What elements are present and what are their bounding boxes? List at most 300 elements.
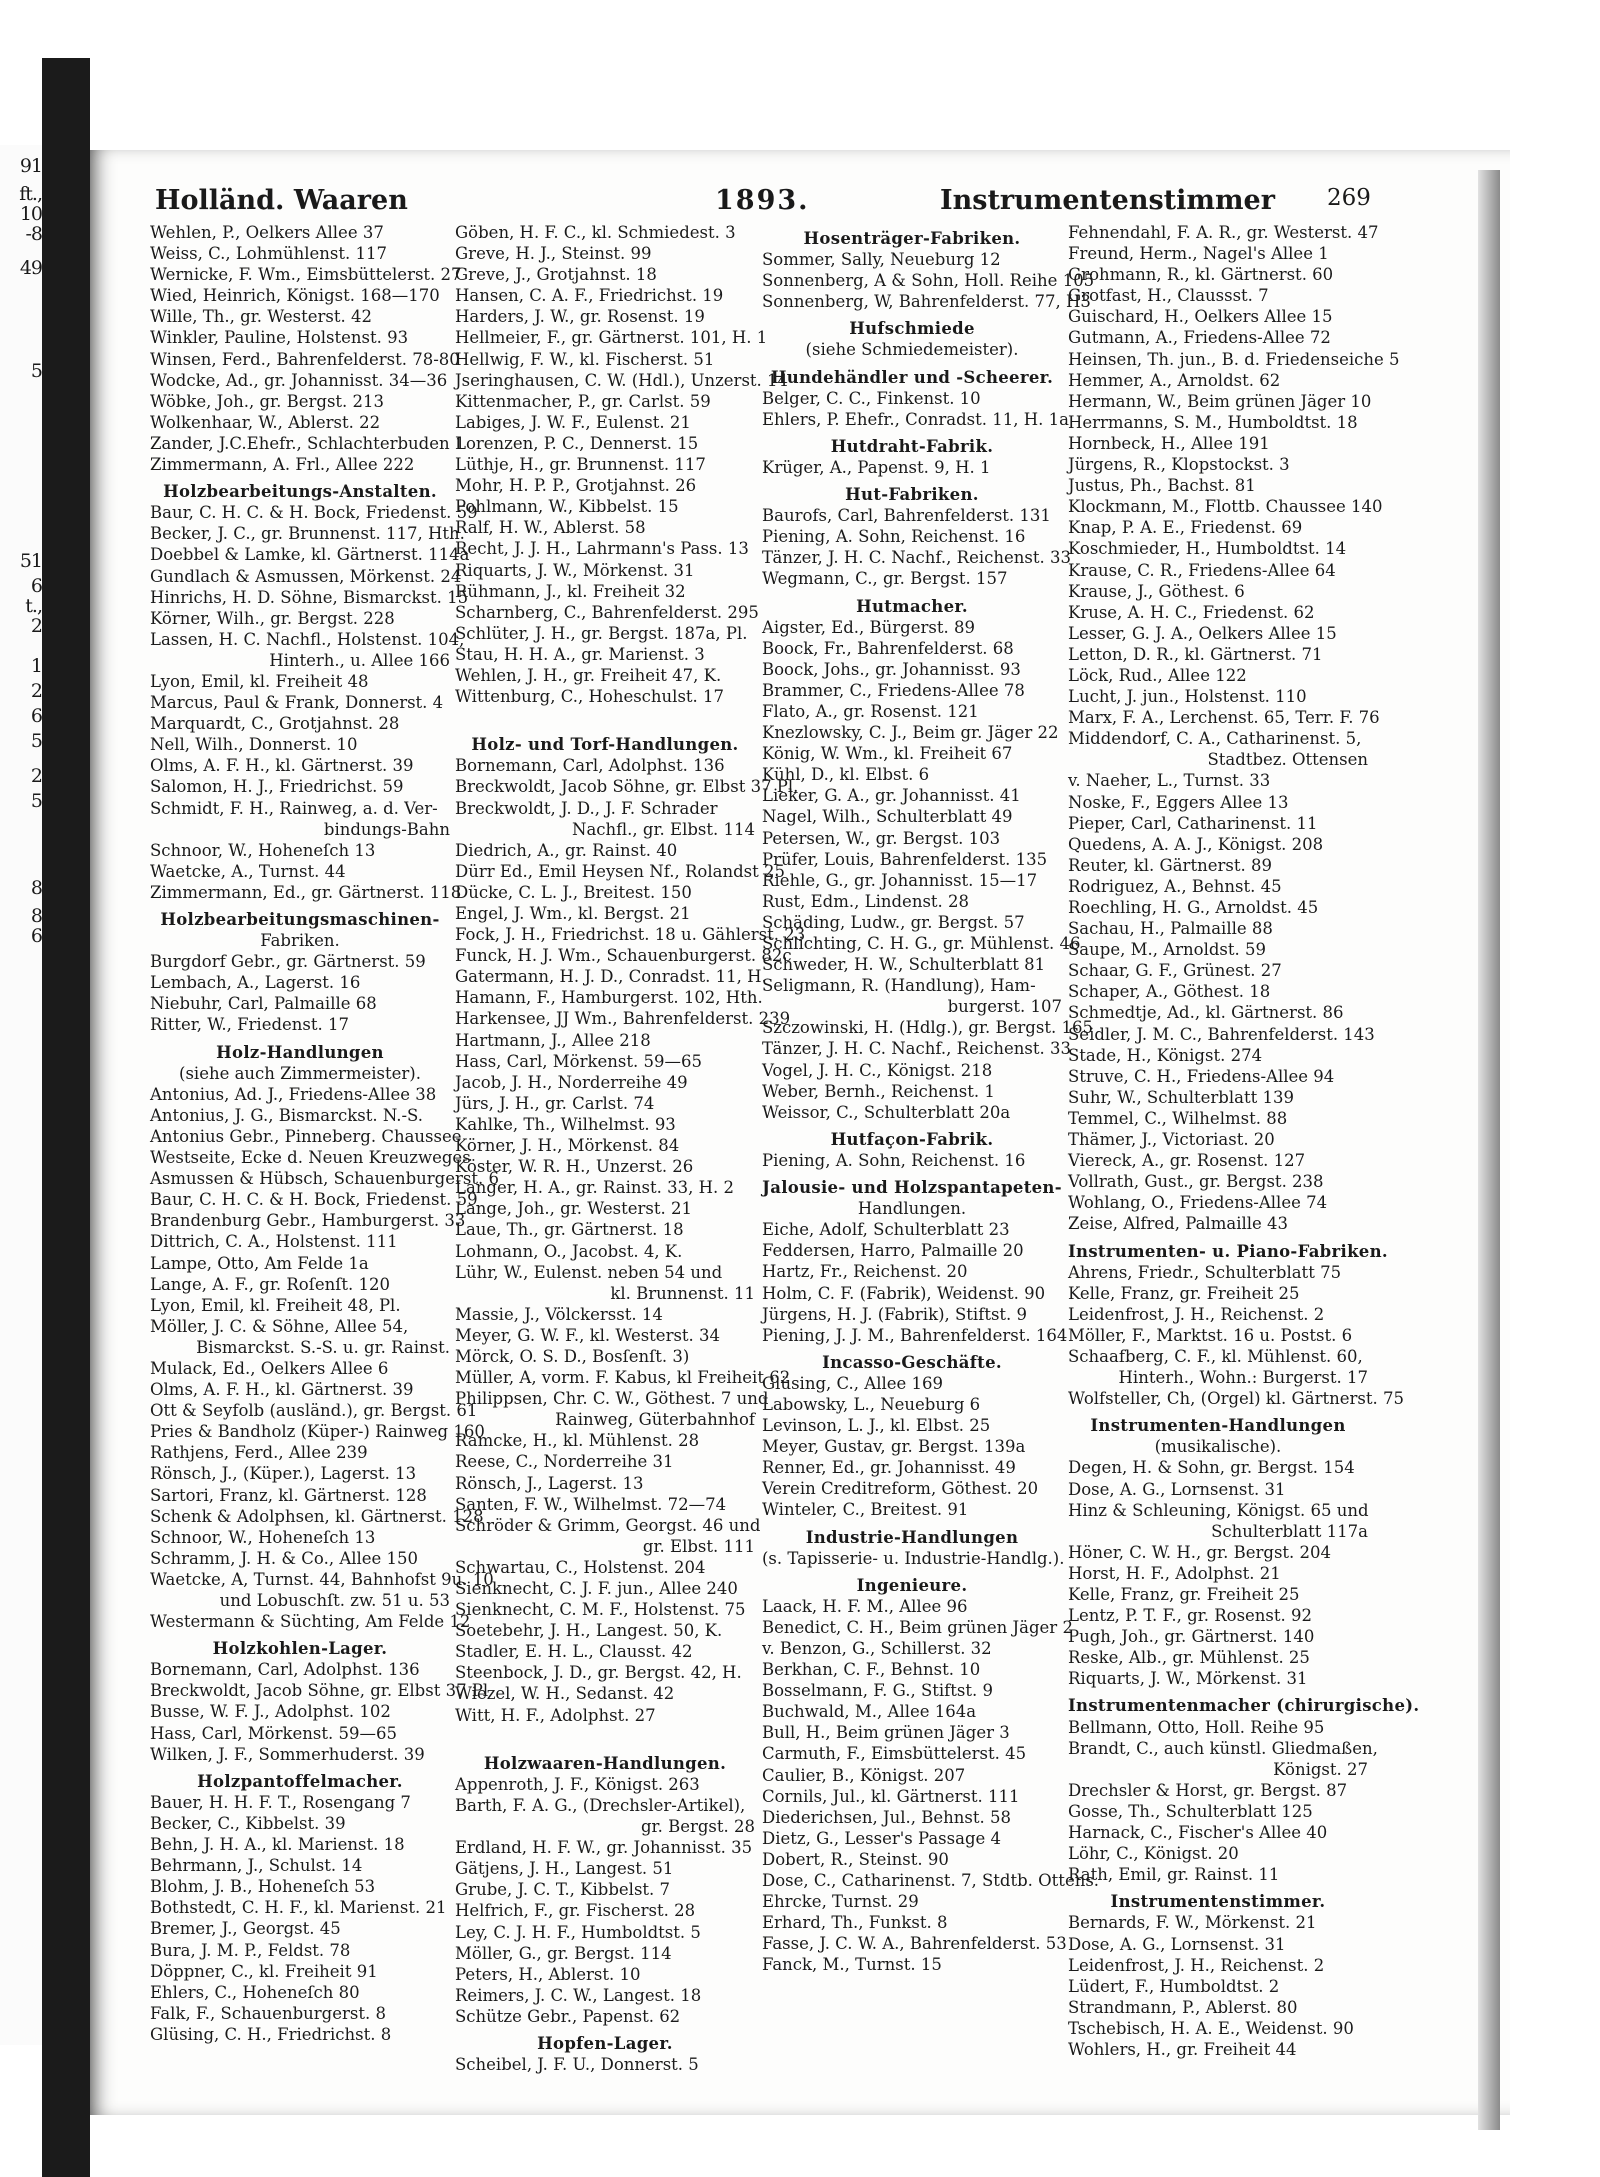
directory-entry: Wöbke, Joh., gr. Bergst. 213 — [150, 391, 385, 411]
directory-entry: Löck, Rud., Allee 122 — [1068, 665, 1247, 685]
directory-entry: Becker, J. C., gr. Brunnenst. 117, Hth. — [150, 524, 465, 544]
directory-entry: Burgdorf Gebr., gr. Gärtnerst. 59 — [150, 952, 426, 972]
directory-entry: Koschmieder, H., Humboldtst. 14 — [1068, 539, 1347, 559]
directory-entry: Barth, F. A. G., (Drechsler-Artikel), — [455, 1795, 746, 1815]
directory-entry: Greve, J., Grotjahnst. 18 — [455, 265, 657, 285]
directory-entry: kl. Brunnenst. 11 — [610, 1283, 755, 1303]
section-heading: Hufschmiede — [849, 319, 975, 339]
directory-entry: Lyon, Emil, kl. Freiheit 48, Pl. — [150, 1295, 401, 1315]
section-heading: Hosenträger-Fabriken. — [803, 229, 1021, 248]
directory-entry: Aigster, Ed., Bürgerst. 89 — [762, 617, 975, 637]
directory-entry: Wernicke, F. Wm., Eimsbüttelerst. 27 — [150, 265, 462, 285]
directory-entry: Horst, H. F., Adolphst. 21 — [1068, 1563, 1281, 1583]
section-heading: Hutmacher. — [856, 596, 968, 616]
directory-entry: Köster, W. R. H., Unzerst. 26 — [455, 1157, 694, 1177]
directory-entry: Olms, A. F. H., kl. Gärtnerst. 39 — [150, 756, 414, 776]
directory-entry: Recht, J. J. H., Lahrmann's Pass. 13 — [455, 539, 749, 559]
directory-entry: Winkler, Pauline, Holstenst. 93 — [150, 328, 409, 348]
directory-entry: Ehlers, P. Ehefr., Conradst. 11, H. 1a — [762, 409, 1069, 429]
directory-entry: Mulack, Ed., Oelkers Allee 6 — [150, 1358, 389, 1378]
section-heading: Jalousie- und Holzspantapeten- — [762, 1178, 1062, 1198]
directory-entry: Hansen, C. A. F., Friedrichst. 19 — [455, 286, 724, 306]
directory-entry: Levinson, L. J., kl. Elbst. 25 — [762, 1416, 991, 1436]
directory-entry: Steenbock, J. D., gr. Bergst. 42, H. — [455, 1663, 742, 1683]
directory-entry: Quedens, A. A. J., Königst. 208 — [1068, 834, 1324, 854]
directory-entry: Wehlen, J. H., gr. Freiheit 47, K. — [455, 665, 722, 685]
directory-entry: Lentz, P. T. F., gr. Rosenst. 92 — [1068, 1606, 1313, 1626]
directory-entry: Strandmann, P., Ablerst. 80 — [1068, 1997, 1298, 2017]
directory-entry: Lüdert, F., Humboldtst. 2 — [1068, 1976, 1280, 1996]
directory-entry: Lassen, H. C. Nachfl., Holstenst. 104, — [150, 629, 465, 649]
directory-entry: Glüsing, C. H., Friedrichst. 8 — [150, 2024, 392, 2044]
header-right-title: Instrumentenstimmer — [940, 185, 1275, 216]
directory-entry: gr. Bergst. 28 — [640, 1817, 755, 1837]
directory-entry: Wodcke, Ad., gr. Johannisst. 34—36 — [150, 370, 448, 390]
section-heading: Instrumentenstimmer. — [1110, 1892, 1326, 1912]
directory-entry: Döppner, C., kl. Freiheit 91 — [150, 1961, 378, 1981]
directory-entry: Schenk & Adolphsen, kl. Gärtnerst. 128 — [150, 1506, 484, 1526]
directory-entry: Fabriken. — [260, 931, 340, 951]
directory-entry: Sienknecht, C. M. F., Holstenst. 75 — [455, 1600, 746, 1620]
directory-entry: Erhard, Th., Funkst. 8 — [762, 1913, 948, 1933]
directory-entry: bindungs-Bahn — [323, 819, 450, 839]
section-heading: Hutdraht-Fabrik. — [830, 436, 994, 456]
directory-entry: Schaar, G. F., Grünest. 27 — [1068, 961, 1282, 981]
directory-entry: Eiche, Adolf, Schulterblatt 23 — [762, 1220, 1010, 1240]
directory-entry: Dücke, C. L. J., Breitest. 150 — [455, 882, 692, 902]
directory-entry: Schäding, Ludw., gr. Bergst. 57 — [762, 912, 1025, 932]
directory-entry: Bernards, F. W., Mörkenst. 21 — [1068, 1913, 1317, 1933]
directory-entry: Lüthje, H., gr. Brunnenst. 117 — [455, 455, 706, 475]
book-spine — [42, 58, 90, 2177]
directory-entry: Fehnendahl, F. A. R., gr. Westerst. 47 — [1068, 223, 1379, 242]
directory-entry: Möller, F., Marktst. 16 u. Postst. 6 — [1068, 1325, 1353, 1345]
directory-entry: Schlichting, C. H. G., gr. Mühlenst. 46 — [762, 934, 1081, 953]
directory-entry: Riquarts, J. W., Mörkenst. 31 — [1068, 1669, 1308, 1689]
directory-entry: Degen, H. & Sohn, gr. Bergst. 154 — [1068, 1458, 1355, 1478]
directory-entry: Jürs, J. H., gr. Carlst. 74 — [455, 1093, 655, 1113]
directory-entry: Cornils, Jul., kl. Gärtnerst. 111 — [762, 1786, 1020, 1806]
directory-entry: Vogel, J. H. C., Königst. 218 — [762, 1060, 993, 1080]
directory-entry: Ehrcke, Turnst. 29 — [762, 1892, 919, 1912]
directory-entry: Gatermann, H. J. D., Conradst. 11, H. — [455, 967, 767, 987]
directory-entry: König, W. Wm., kl. Freiheit 67 — [762, 744, 1013, 764]
directory-column-3 — [762, 222, 1100, 1976]
directory-entry: Reese, C., Norderreihe 31 — [455, 1452, 674, 1472]
directory-entry: Dose, A. G., Lornsenst. 31 — [1068, 1479, 1286, 1499]
directory-entry: (musikalische). — [1154, 1437, 1282, 1457]
directory-entry: Lucht, J. jun., Holstenst. 110 — [1068, 687, 1307, 707]
directory-entry: Salomon, H. J., Friedrichst. 59 — [150, 777, 404, 797]
directory-entry: Zander, J.C.Ehefr., Schlachterbuden 1 — [150, 433, 466, 453]
directory-entry: Harkensee, JJ Wm., Bahrenfelderst. 239 — [455, 1009, 791, 1029]
section-heading: Incasso-Geschäfte. — [822, 1352, 1002, 1372]
previous-page-fragment: 91 — [19, 155, 42, 177]
running-header — [155, 185, 1371, 219]
section-heading: Instrumenten- u. Piano-Fabriken. — [1068, 1241, 1388, 1261]
directory-entry: Brandenburg Gebr., Hamburgerst. 33 — [150, 1211, 466, 1231]
directory-entry: Diedrich, A., gr. Rainst. 40 — [455, 840, 678, 860]
section-heading: Hut-Fabriken. — [845, 485, 979, 505]
directory-entry: Löhr, C., Königst. 20 — [1068, 1844, 1239, 1864]
directory-entry: Schwartau, C., Holstenst. 204 — [455, 1557, 706, 1577]
directory-entry: Boock, Johs., gr. Johannisst. 93 — [762, 659, 1021, 679]
directory-entry: Marx, F. A., Lerchenst. 65, Terr. F. 76 — [1068, 708, 1380, 728]
directory-entry: Dietz, G., Lesser's Passage 4 — [762, 1828, 1002, 1848]
section-heading: Holzbearbeitungsmaschinen- — [160, 910, 440, 929]
directory-entry: Weber, Bernh., Reichenst. 1 — [762, 1081, 995, 1101]
directory-entry: Rönsch, J., (Küper.), Lagerst. 13 — [150, 1464, 417, 1484]
directory-entry: Drechsler & Horst, gr. Bergst. 87 — [1068, 1780, 1348, 1800]
directory-entry: Schulterblatt 117a — [1211, 1521, 1368, 1541]
directory-entry: Grohmann, R., kl. Gärtnerst. 60 — [1068, 265, 1334, 285]
directory-entry: Diederichsen, Jul., Behnst. 58 — [762, 1807, 1011, 1827]
directory-entry: Reuter, kl. Gärtnerst. 89 — [1068, 855, 1272, 875]
directory-entry: Massie, J., Völckersst. 14 — [455, 1304, 663, 1324]
directory-entry: Bauer, H. H. F. T., Rosengang 7 — [150, 1792, 411, 1812]
section-heading: Hundehändler und -Scheerer. — [770, 367, 1054, 387]
directory-entry: Müller, A, vorm. F. Kabus, kl Freiheit 62 — [455, 1368, 791, 1388]
section-heading: Holzpantoffelmacher. — [197, 1771, 403, 1791]
directory-entry: Witt, H. F., Adolphst. 27 — [455, 1705, 656, 1725]
directory-entry: Mohr, H. P. P., Grotjahnst. 26 — [455, 476, 697, 496]
directory-entry: Schlüter, J. H., gr. Bergst. 187a, Pl. — [455, 623, 748, 643]
directory-entry: Hellwig, F. W., kl. Fischerst. 51 — [455, 349, 715, 369]
directory-entry: Höner, C. W. H., gr. Bergst. 204 — [1068, 1542, 1332, 1562]
directory-entry: Nachfl., gr. Elbst. 114 — [572, 819, 755, 839]
directory-entry: Zimmermann, Ed., gr. Gärtnerst. 118 — [150, 882, 462, 902]
directory-entry: Brandt, C., auch künstl. Gliedmaßen, — [1068, 1738, 1378, 1758]
directory-entry: Fasse, J. C. W. A., Bahrenfelderst. 53 — [762, 1934, 1067, 1954]
directory-entry: Kelle, Franz, gr. Freiheit 25 — [1068, 1585, 1300, 1604]
directory-entry: Niebuhr, Carl, Palmaille 68 — [150, 994, 377, 1014]
directory-entry: Jürgens, R., Klopstockst. 3 — [1068, 455, 1290, 475]
directory-entry: Waetcke, A., Turnst. 44 — [150, 861, 346, 881]
directory-entry: Peters, H., Ablerst. 10 — [455, 1964, 641, 1984]
directory-entry: Antonius, Ad. J., Friedens-Allee 38 — [150, 1084, 437, 1104]
directory-entry: Möller, J. C. & Söhne, Allee 54, — [150, 1316, 409, 1336]
directory-entry: Bremer, J., Georgst. 45 — [150, 1919, 341, 1939]
directory-entry: Zeise, Alfred, Palmaille 43 — [1068, 1214, 1289, 1234]
directory-entry: Hinterh., Wohn.: Burgerst. 17 — [1118, 1368, 1368, 1388]
directory-entry: Antonius Gebr., Pinneberg. Chaussee — [150, 1126, 462, 1146]
directory-entry: Dittrich, C. A., Holstenst. 111 — [150, 1232, 398, 1252]
directory-entry: Rath, Emil, gr. Rainst. 11 — [1068, 1865, 1280, 1885]
previous-page-fragment: t., — [25, 595, 42, 617]
directory-entry: Meyer, Gustav, gr. Bergst. 139a — [762, 1437, 1026, 1457]
directory-entry: Stade, H., Königst. 274 — [1068, 1045, 1263, 1065]
directory-entry: Schnoor, W., Hoheneſch 13 — [150, 1527, 376, 1547]
directory-entry: Lembach, A., Lagerst. 16 — [150, 973, 361, 993]
directory-entry: Leidenfrost, J. H., Reichenst. 2 — [1068, 1955, 1325, 1975]
directory-entry: Sartori, Franz, kl. Gärtnerst. 128 — [150, 1485, 427, 1505]
directory-entry: Pugh, Joh., gr. Gärtnerst. 140 — [1068, 1627, 1315, 1647]
previous-page-fragment: 8 — [30, 877, 42, 899]
previous-page-edge — [0, 145, 42, 2045]
directory-entry: Marcus, Paul & Frank, Donnerst. 4 — [150, 693, 444, 713]
directory-entry: Sonnenberg, A & Sohn, Holl. Reihe 105 — [762, 271, 1095, 291]
directory-column-4 — [1068, 222, 1420, 2060]
directory-entry: Laack, H. F. M., Allee 96 — [762, 1596, 968, 1616]
directory-entry: Saupe, M., Arnoldst. 59 — [1068, 940, 1266, 960]
directory-entry: Bull, H., Beim grünen Jäger 3 — [762, 1723, 1010, 1743]
directory-entry: Lühr, W., Eulenst. neben 54 und — [455, 1262, 723, 1282]
directory-entry: Erdland, H. F. W., gr. Johannisst. 35 — [455, 1838, 753, 1858]
directory-entry: Sonnenberg, W, Bahrenfelderst. 77, H3 — [762, 292, 1091, 312]
directory-entry: Wolfsteller, Ch, (Orgel) kl. Gärtnerst. 75 — [1068, 1389, 1404, 1409]
directory-entry: Hinrichs, H. D. Söhne, Bismarckst. 15 — [150, 587, 469, 607]
directory-entry: Wilken, J. F., Sommerhuderst. 39 — [150, 1744, 425, 1764]
directory-entry: Knap, P. A. E., Friedenst. 69 — [1068, 518, 1303, 538]
directory-entry: Schmedtje, Ad., kl. Gärtnerst. 86 — [1068, 1003, 1344, 1023]
directory-entry: Holm, C. F. (Fabrik), Weidenst. 90 — [762, 1283, 1046, 1303]
directory-entry: Piening, J. J. M., Bahrenfelderst. 164 — [762, 1325, 1068, 1345]
directory-entry: Hinterh., u. Allee 166 — [269, 650, 450, 670]
directory-entry: Gutmann, A., Friedens-Allee 72 — [1068, 328, 1331, 348]
directory-entry: Breckwoldt, Jacob Söhne, gr. Elbst 37 Pl. — [455, 777, 799, 797]
previous-page-fragment: 2 — [30, 680, 42, 702]
directory-entry: Carmuth, F., Eimsbüttelerst. 45 — [762, 1744, 1027, 1764]
directory-entry: Westseite, Ecke d. Neuen Kreuzweges — [150, 1148, 471, 1168]
directory-entry: Hinz & Schleuning, Königst. 65 und — [1068, 1500, 1369, 1520]
directory-entry: Ralf, H. W., Ablerst. 58 — [455, 518, 646, 538]
directory-entry: Schaafberg, C. F., kl. Mühlenst. 60, — [1068, 1346, 1363, 1366]
directory-entry: Gundlach & Asmussen, Mörkenst. 24 — [150, 566, 462, 586]
directory-entry: Busse, W. F. J., Adolphst. 102 — [150, 1702, 391, 1722]
page-edge-shadow — [1478, 170, 1500, 2130]
directory-entry: Bismarckst. S.-S. u. gr. Rainst. — [196, 1337, 450, 1357]
directory-entry: Doebbel & Lamke, kl. Gärtnerst. 114a — [150, 545, 470, 565]
directory-entry: Fanck, M., Turnst. 15 — [762, 1955, 942, 1975]
directory-entry: Königst. 27 — [1273, 1759, 1368, 1779]
directory-entry: Boock, Fr., Bahrenfelderst. 68 — [762, 638, 1014, 658]
directory-entry: und Lobuschſt. zw. 51 u. 53 — [219, 1591, 450, 1610]
directory-entry: Stadler, E. H. L., Clausst. 42 — [455, 1642, 693, 1662]
section-heading: Holz- und Torf-Handlungen. — [471, 735, 739, 755]
directory-entry: Kahlke, Th., Wilhelmst. 93 — [455, 1114, 676, 1134]
directory-entry: Zimmermann, A. Frl., Allee 222 — [150, 455, 415, 475]
directory-entry: Asmussen & Hübsch, Schauenburgerst. 6 — [150, 1169, 499, 1189]
directory-entry: Ley, C. J. H. F., Humboldtst. 5 — [455, 1922, 701, 1942]
directory-entry: Freund, Herm., Nagel's Allee 1 — [1068, 244, 1329, 264]
section-heading: Holz-Handlungen — [216, 1042, 384, 1062]
directory-entry: Nagel, Wilh., Schulterblatt 49 — [762, 807, 1013, 827]
directory-entry: Seidler, J. M. C., Bahrenfelderst. 143 — [1068, 1024, 1375, 1044]
directory-entry: Breckwoldt, Jacob Söhne, gr. Elbst 37 Pl — [150, 1681, 489, 1701]
directory-entry: Noske, F., Eggers Allee 13 — [1068, 792, 1289, 812]
directory-entry: Schramm, J. H. & Co., Allee 150 — [150, 1548, 419, 1568]
directory-entry: Handlungen. — [857, 1199, 967, 1219]
directory-entry: Hemmer, A., Arnoldst. 62 — [1068, 370, 1281, 390]
directory-entry: Wittenburg, C., Hoheschulst. 17 — [455, 687, 725, 707]
section-heading: Ingenieure. — [856, 1575, 968, 1595]
directory-entry: Bura, J. M. P., Feldst. 78 — [150, 1940, 351, 1960]
directory-entry: gr. Elbst. 111 — [642, 1536, 755, 1556]
directory-entry: Gätjens, J. H., Langest. 51 — [455, 1859, 674, 1879]
directory-entry: Hellmeier, F., gr. Gärtnerst. 101, H. 1 — [455, 328, 768, 348]
directory-entry: Tänzer, J. H. C. Nachf., Reichenst. 33 — [762, 548, 1071, 568]
directory-entry: Lange, Joh., gr. Westerst. 21 — [455, 1199, 692, 1219]
directory-entry: Lorenzen, P. C., Dennerst. 15 — [455, 433, 699, 453]
directory-entry: Jseringhausen, C. W. (Hdl.), Unzerst. 14 — [455, 370, 789, 390]
directory-entry: Hartmann, J., Allee 218 — [455, 1030, 651, 1050]
directory-entry: Letton, D. R., kl. Gärtnerst. 71 — [1068, 644, 1323, 664]
section-heading: Holzkohlen-Lager. — [212, 1639, 388, 1659]
directory-entry: Kruse, A. H. C., Friedenst. 62 — [1068, 602, 1315, 622]
directory-entry: Petersen, W., gr. Bergst. 103 — [762, 828, 1001, 848]
directory-entry: Weiss, C., Lohmühlenst. 117 — [150, 244, 388, 264]
directory-entry: (siehe auch Zimmermeister). — [179, 1063, 421, 1083]
directory-column-2 — [455, 222, 806, 2075]
directory-entry: Weissor, C., Schulterblatt 20a — [762, 1102, 1011, 1122]
directory-entry: Funck, H. J. Wm., Schauenburgerst. 82c — [455, 946, 792, 966]
directory-entry: Jacob, J. H., Norderreihe 49 — [455, 1072, 688, 1092]
directory-entry: Struve, C. H., Friedens-Allee 94 — [1068, 1066, 1335, 1086]
previous-page-fragment: 49 — [19, 257, 42, 279]
directory-entry: Bornemann, Carl, Adolphst. 136 — [455, 756, 725, 776]
directory-entry: Lohmann, O., Jacobst. 4, K. — [455, 1241, 683, 1261]
directory-entry: Breckwoldt, J. D., J. F. Schrader — [455, 798, 718, 818]
directory-entry: Stadtbez. Ottensen — [1207, 750, 1368, 770]
directory-entry: Schweder, H. W., Schulterblatt 81 — [762, 955, 1046, 975]
directory-entry: Baur, C. H. C. & H. Bock, Friedenst. 59 — [150, 503, 478, 523]
directory-entry: Caulier, B., Königst. 207 — [762, 1765, 966, 1785]
directory-entry: Prüfer, Louis, Bahrenfelderst. 135 — [762, 849, 1048, 869]
directory-entry: burgerst. 107 — [947, 997, 1062, 1017]
directory-entry: Brammer, C., Friedens-Allee 78 — [762, 680, 1025, 700]
directory-entry: Kittenmacher, P., gr. Carlst. 59 — [455, 391, 711, 411]
directory-entry: Soetebehr, J. H., Langest. 50, K. — [455, 1621, 723, 1641]
directory-entry: Santen, F. W., Wilhelmst. 72—74 — [455, 1494, 727, 1514]
directory-entry: Schaper, A., Göthest. 18 — [1068, 982, 1271, 1002]
directory-entry: Suhr, W., Schulterblatt 139 — [1068, 1087, 1294, 1107]
directory-entry — [455, 707, 755, 728]
directory-column-1 — [150, 222, 499, 2045]
previous-page-fragment: 6 — [30, 575, 42, 597]
directory-entry: Schmidt, F. H., Rainweg, a. d. Ver- — [150, 798, 438, 818]
directory-entry: Dobert, R., Steinst. 90 — [762, 1849, 949, 1869]
page-number: 269 — [1327, 185, 1371, 211]
header-year: 1893. — [715, 185, 810, 216]
previous-page-fragment: 6 — [30, 925, 42, 947]
previous-page-fragment: 8 — [30, 905, 42, 927]
directory-entry — [455, 1726, 755, 1747]
directory-entry: Buchwald, M., Allee 164a — [762, 1702, 977, 1722]
directory-entry: Möller, G., gr. Bergst. 114 — [455, 1943, 672, 1963]
directory-entry: Wegmann, C., gr. Bergst. 157 — [762, 569, 1008, 589]
directory-entry: Flato, A., gr. Rosenst. 121 — [762, 701, 979, 721]
directory-entry: Glüsing, C., Allee 169 — [762, 1373, 944, 1393]
directory-entry: Heinsen, Th. jun., B. d. Friedenseiche 5 — [1068, 349, 1400, 369]
directory-entry: Tschebisch, H. A. E., Weidenst. 90 — [1068, 2018, 1354, 2038]
directory-entry: Riquarts, J. W., Mörkenst. 31 — [455, 560, 695, 580]
directory-entry: Schütze Gebr., Papenst. 62 — [455, 2006, 681, 2026]
section-heading: Holzwaaren-Handlungen. — [483, 1753, 727, 1773]
directory-entry: Helfrich, F., gr. Fischerst. 28 — [455, 1901, 696, 1921]
directory-entry: Szczowinski, H. (Hdlg.), gr. Bergst. 165 — [762, 1018, 1093, 1038]
directory-entry: Bellmann, Otto, Holl. Reihe 95 — [1068, 1717, 1325, 1737]
directory-entry: Winteler, C., Breitest. 91 — [762, 1500, 969, 1520]
section-heading: Industrie-Handlungen — [805, 1527, 1019, 1547]
directory-entry: Ehlers, C., Hoheneſch 80 — [150, 1982, 360, 2002]
directory-entry: Guischard, H., Oelkers Allee 15 — [1068, 307, 1333, 327]
directory-entry: Olms, A. F. H., kl. Gärtnerst. 39 — [150, 1380, 414, 1400]
directory-entry: Wehlen, P., Oelkers Allee 37 — [150, 223, 384, 242]
directory-entry: Schnoor, W., Hoheneſch 13 — [150, 840, 376, 860]
directory-entry: Hartz, Fr., Reichenst. 20 — [762, 1262, 968, 1282]
directory-entry: Krause, C. R., Friedens-Allee 64 — [1068, 560, 1336, 580]
directory-entry: Mörck, O. S. D., Bosſenſt. 3) — [455, 1346, 690, 1366]
directory-entry: Scheibel, J. F. U., Donnerst. 5 — [455, 2055, 699, 2075]
previous-page-fragment: 1 — [30, 655, 42, 677]
section-heading: Instrumentenmacher (chirurgische). — [1068, 1696, 1420, 1716]
directory-entry: Justus, Ph., Bachst. 81 — [1068, 476, 1256, 496]
directory-entry: Körner, Wilh., gr. Bergst. 228 — [150, 608, 395, 628]
directory-entry: Becker, C., Kibbelst. 39 — [150, 1813, 346, 1833]
directory-entry: Behrmann, J., Schulst. 14 — [150, 1856, 363, 1876]
directory-entry: Ott & Seyfolb (ausländ.), gr. Bergst. 61 — [150, 1401, 478, 1421]
directory-entry: Hamann, F., Hamburgerst. 102, Hth. — [455, 988, 763, 1008]
directory-entry: Kelle, Franz, gr. Freiheit 25 — [1068, 1283, 1300, 1303]
directory-entry: Wohlang, O., Friedens-Allee 74 — [1068, 1193, 1328, 1213]
previous-page-fragment: 6 — [30, 705, 42, 727]
directory-entry: Hass, Carl, Mörkenst. 59—65 — [455, 1051, 702, 1071]
directory-entry: Reske, Alb., gr. Mühlenst. 25 — [1068, 1648, 1310, 1668]
directory-entry: Wohlers, H., gr. Freiheit 44 — [1068, 2039, 1297, 2059]
directory-entry: (siehe Schmiedemeister). — [805, 340, 1019, 360]
directory-entry: Bornemann, Carl, Adolphst. 136 — [150, 1660, 420, 1680]
directory-entry: Berkhan, C. F., Behnst. 10 — [762, 1660, 981, 1680]
directory-entry: Meyer, G. W. F., kl. Westerst. 34 — [455, 1325, 721, 1345]
directory-entry: Lampe, Otto, Am Felde 1a — [150, 1253, 369, 1273]
directory-entry: Appenroth, J. F., Königst. 263 — [455, 1774, 700, 1794]
directory-entry: Lieker, G. A., gr. Johannisst. 41 — [762, 786, 1021, 806]
directory-entry: Renner, Ed., gr. Johannisst. 49 — [762, 1458, 1016, 1478]
previous-page-fragment: 2 — [30, 765, 42, 787]
directory-entry: Lesser, G. J. A., Oelkers Allee 15 — [1068, 623, 1337, 643]
directory-entry: Piening, A. Sohn, Reichenst. 16 — [762, 1150, 1026, 1170]
directory-entry: v. Naeher, L., Turnst. 33 — [1068, 771, 1271, 791]
directory-entry: Pieper, Carl, Catharinenst. 11 — [1068, 813, 1318, 833]
directory-entry: Riehle, G., gr. Johannisst. 15—17 — [762, 870, 1038, 890]
directory-entry: Grube, J. C. T., Kibbelst. 7 — [455, 1880, 671, 1900]
directory-entry: Blohm, J. B., Hoheneſch 53 — [150, 1877, 376, 1897]
directory-entry: Rönsch, J., Lagerst. 13 — [455, 1473, 644, 1493]
directory-entry: Greve, H. J., Steinst. 99 — [455, 244, 652, 264]
previous-page-fragment: 5 — [30, 730, 42, 752]
directory-entry: Bosselmann, F. G., Stiftst. 9 — [762, 1681, 993, 1701]
directory-entry: Sachau, H., Palmaille 88 — [1068, 919, 1273, 939]
directory-entry: Rühmann, J., kl. Freiheit 32 — [455, 581, 686, 601]
directory-entry: Rust, Edm., Lindenst. 28 — [762, 891, 970, 911]
directory-entry: Grotfast, H., Claussst. 7 — [1068, 286, 1269, 306]
directory-entry: Labowsky, L., Neueburg 6 — [762, 1394, 981, 1414]
directory-entry: Baur, C. H. C. & H. Bock, Friedenst. 59 — [150, 1190, 478, 1210]
directory-entry: Temmel, C., Wilhelmst. 88 — [1068, 1108, 1288, 1128]
directory-entry: Marquardt, C., Grotjahnst. 28 — [150, 714, 400, 734]
directory-entry: Krüger, A., Papenst. 9, H. 1 — [762, 457, 991, 477]
directory-entry: Philippsen, Chr. C. W., Göthest. 7 und — [455, 1389, 769, 1409]
directory-entry: (s. Tapisserie- u. Industrie-Handlg.). — [762, 1548, 1065, 1568]
directory-entry: Ahrens, Friedr., Schulterblatt 75 — [1068, 1262, 1342, 1282]
directory-entry: Klockmann, M., Flottb. Chaussee 140 — [1068, 497, 1383, 517]
directory-entry: Labiges, J. W. F., Eulenst. 21 — [455, 412, 691, 432]
previous-page-fragment: -8 — [25, 223, 42, 245]
directory-entry: Wiezel, W. H., Sedanst. 42 — [455, 1684, 675, 1704]
directory-entry: Pohlmann, W., Kibbelst. 15 — [455, 497, 679, 517]
directory-entry: Laue, Th., gr. Gärtnerst. 18 — [455, 1220, 684, 1240]
directory-entry: Westermann & Süchting, Am Felde 12 — [150, 1612, 471, 1632]
